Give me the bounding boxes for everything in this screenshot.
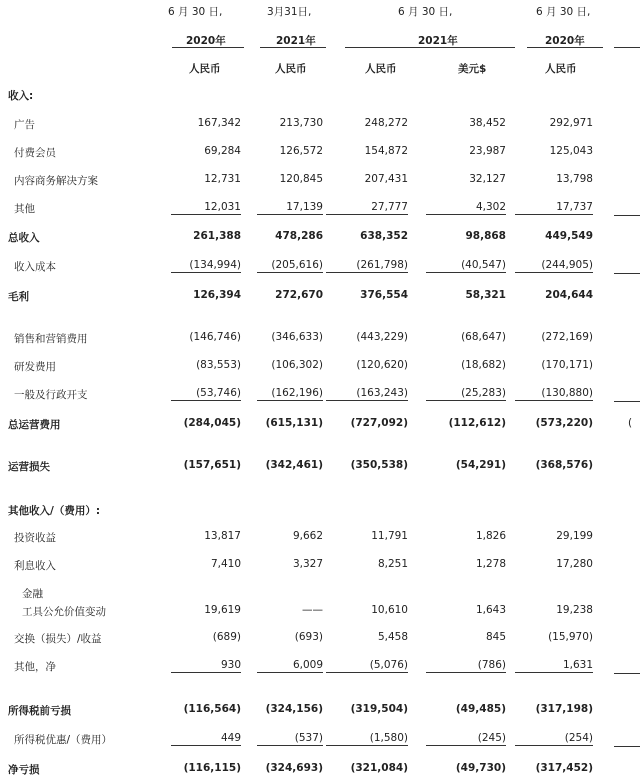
table-cell: (346,633) [271,331,323,343]
table-cell: (54,291) [455,459,506,471]
row-label: 收入成本 [14,261,56,273]
table-cell: 19,619 [204,604,241,616]
table-cell: 8,251 [377,558,408,570]
row-label: 总收入 [8,232,40,244]
table-cell: 449 [171,732,241,746]
table-cell: 154,872 [364,145,408,157]
table-cell: (112,612) [448,417,506,429]
header-year-3: 2021年 [418,35,458,47]
table-cell: 292,971 [549,117,593,129]
table-cell: (321,084) [350,762,408,774]
table-cell: 32,127 [469,173,506,185]
row-label: 其他收入/（费用）: [8,505,101,517]
table-cell: (272,169) [541,331,593,343]
table-cell: (573,220) [535,417,593,429]
row-label: 所得税优惠/（费用） [14,734,113,746]
table-cell: 126,572 [279,145,323,157]
table-cell: (25,283) [426,387,506,401]
table-cell: 376,554 [360,289,408,301]
table-cell: 261,388 [193,230,241,242]
table-cell: 11,791 [371,530,408,542]
table-cell: (615,131) [265,417,323,429]
table-cell: 1,826 [475,530,506,542]
table-cell: (120,620) [356,359,408,371]
table-cell: (244,905) [515,259,593,273]
table-cell: (324,693) [265,762,323,774]
header-date-1: 6 月 30 日, [168,6,223,18]
row-label: 毛利 [8,291,29,303]
trailing-rule [614,673,640,674]
table-cell: (170,171) [541,359,593,371]
table-cell: 19,238 [556,604,593,616]
row-label: 利息收入 [14,560,56,572]
currency-5: 人民币 [545,63,577,75]
row-label: 工具公允价值变动 [22,606,106,618]
currency-4: 美元$ [458,63,487,75]
row-label: 总运营费用 [8,419,61,431]
table-cell: (134,994) [171,259,241,273]
table-cell: (40,547) [426,259,506,273]
currency-2: 人民币 [275,63,307,75]
currency-3: 人民币 [365,63,397,75]
table-cell: (15,970) [548,631,593,643]
table-cell: (342,461) [265,459,323,471]
table-cell: 69,284 [204,145,241,157]
table-cell: (261,798) [326,259,408,273]
table-cell: (116,115) [183,762,241,774]
row-label: 一般及行政开支 [14,389,88,401]
table-cell: —— [302,604,323,616]
table-cell: 12,731 [204,173,241,185]
table-cell: 27,777 [326,201,408,215]
table-cell: 29,199 [556,530,593,542]
table-cell: (116,564) [183,703,241,715]
table-cell: 17,280 [556,558,593,570]
table-cell: 248,272 [364,117,408,129]
header-year-2: 2021年 [276,35,316,47]
header-year-4: 2020年 [545,35,585,47]
header-year-1: 2020年 [186,35,226,47]
header-date-3: 6 月 30 日, [398,6,453,18]
table-cell: (689) [212,631,241,643]
table-cell: (163,243) [326,387,408,401]
table-cell: (68,647) [461,331,506,343]
table-cell: 17,139 [257,201,323,215]
row-label: 净亏损 [8,764,40,776]
table-cell: (319,504) [350,703,408,715]
table-cell: 930 [171,659,241,673]
table-cell: (317,452) [535,762,593,774]
table-cell: 6,009 [257,659,323,673]
table-cell: 12,031 [171,201,241,215]
trailing-paren: ( [628,417,633,429]
table-cell: (727,092) [350,417,408,429]
table-cell: (106,302) [271,359,323,371]
header-rule-5 [614,47,640,48]
row-label: 所得税前亏损 [8,705,71,717]
table-cell: (786) [426,659,506,673]
table-cell: 449,549 [545,230,593,242]
table-cell: 58,321 [465,289,506,301]
table-cell: 23,987 [469,145,506,157]
header-rule-2 [260,47,326,48]
table-cell: (49,485) [455,703,506,715]
table-cell: 17,737 [515,201,593,215]
row-label: 投资收益 [14,532,56,544]
table-cell: (162,196) [257,387,323,401]
table-cell: 167,342 [197,117,241,129]
header-date-4: 6 月 30 日, [536,6,591,18]
table-cell: 9,662 [292,530,323,542]
trailing-rule [614,273,640,274]
row-label: 付费会员 [14,147,56,159]
trailing-rule [614,401,640,402]
table-cell: 213,730 [279,117,323,129]
table-cell: (1,580) [326,732,408,746]
table-cell: 7,410 [210,558,241,570]
table-cell: (18,682) [461,359,506,371]
table-cell: 10,610 [371,604,408,616]
row-label: 销售和营销费用 [14,333,88,345]
table-cell: 1,278 [475,558,506,570]
table-cell: (317,198) [535,703,593,715]
table-cell: (157,651) [183,459,241,471]
header-rule-4 [527,47,603,48]
row-label: 运营损失 [8,461,50,473]
table-cell: (368,576) [535,459,593,471]
row-label: 收入: [8,90,34,102]
row-label: 研发费用 [14,361,56,373]
table-cell: 120,845 [279,173,323,185]
table-cell: (130,880) [515,387,593,401]
table-cell: (205,616) [257,259,323,273]
table-cell: 38,452 [469,117,506,129]
table-cell: 13,817 [204,530,241,542]
table-cell: 13,798 [556,173,593,185]
table-cell: (83,553) [196,359,241,371]
table-cell: 207,431 [364,173,408,185]
table-cell: 3,327 [292,558,323,570]
table-cell: 126,394 [193,289,241,301]
table-cell: (443,229) [356,331,408,343]
table-cell: 4,302 [426,201,506,215]
trailing-rule [614,215,640,216]
row-label: 内容商务解决方案 [14,175,98,187]
table-cell: 204,644 [545,289,593,301]
table-cell: (5,076) [326,659,408,673]
row-label: 其他 [14,203,35,215]
table-cell: (537) [257,732,323,746]
table-cell: (245) [426,732,506,746]
table-cell: 845 [485,631,506,643]
header-rule-1 [172,47,244,48]
table-cell: (146,746) [189,331,241,343]
row-label: 广告 [14,119,35,131]
table-cell: 638,352 [360,230,408,242]
table-cell: (254) [515,732,593,746]
row-label: 交换（损失）/收益 [14,633,102,645]
table-cell: 272,670 [275,289,323,301]
table-cell: (693) [294,631,323,643]
table-cell: 125,043 [549,145,593,157]
table-cell: (350,538) [350,459,408,471]
header-rule-3 [345,47,515,48]
trailing-rule [614,746,640,747]
table-cell: 5,458 [377,631,408,643]
table-cell: 1,631 [515,659,593,673]
table-cell: 1,643 [475,604,506,616]
table-cell: (324,156) [265,703,323,715]
table-cell: 478,286 [275,230,323,242]
table-cell: (49,730) [455,762,506,774]
table-cell: 98,868 [465,230,506,242]
row-label: 金融 [22,588,43,600]
table-cell: (284,045) [183,417,241,429]
currency-1: 人民币 [189,63,221,75]
header-date-2: 3月31日, [267,6,312,18]
table-cell: (53,746) [171,387,241,401]
row-label: 其他，净 [14,661,56,673]
